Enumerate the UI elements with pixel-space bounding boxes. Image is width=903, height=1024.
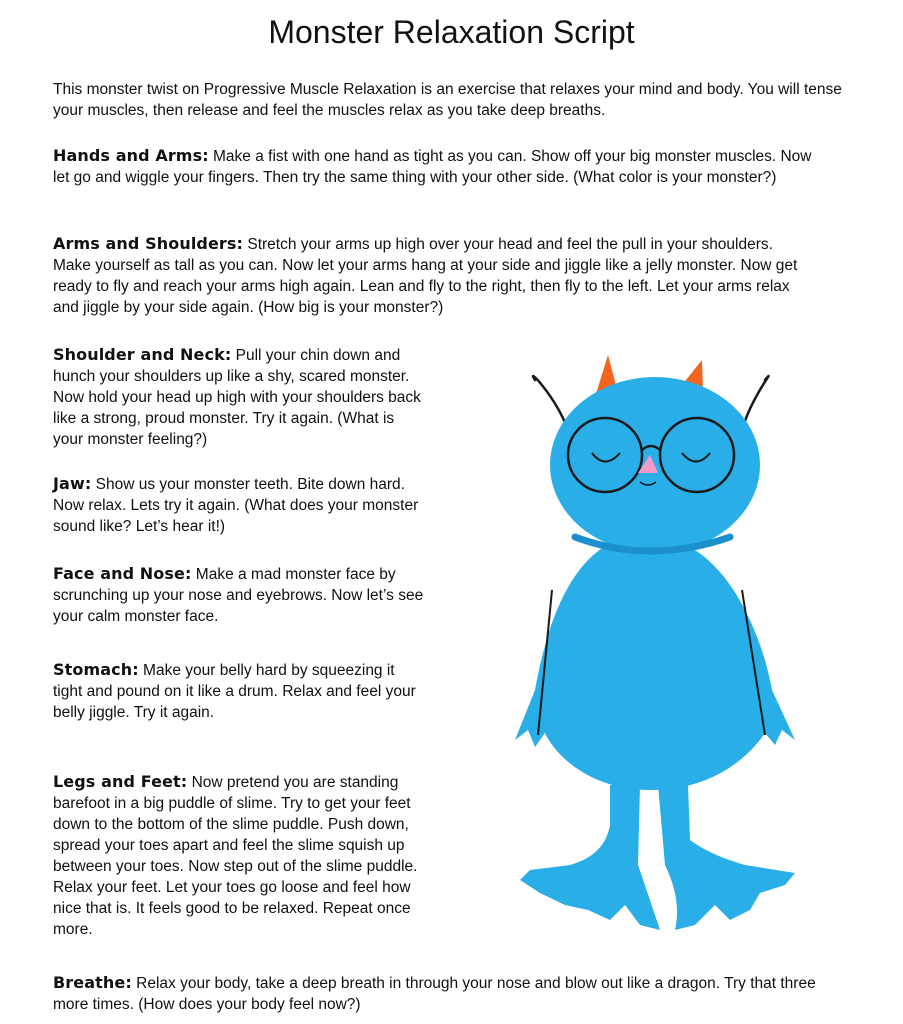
section-hands-and-arms: [53, 145, 813, 188]
section-face-and-nose: [53, 563, 428, 627]
leg-left: [520, 785, 660, 930]
section-heading: Hands and Arms:: [53, 146, 209, 165]
section-heading: Arms and Shoulders:: [53, 234, 244, 253]
section-heading: Shoulder and Neck:: [53, 345, 232, 364]
section-text: Make a fist with one hand as tight as you can. Show off your big monster muscles. Now let go and wiggle your fingers. Then try the same thing with your other side. (What color is your monster?): [53, 148, 812, 186]
monster-head: [550, 377, 760, 553]
monster-illustration: [460, 345, 860, 945]
section-arms-and-shoulders: [53, 233, 813, 318]
page-title: Monster Relaxation Script: [268, 14, 635, 50]
section-breathe: [53, 972, 843, 1015]
section-heading: Face and Nose:: [53, 564, 192, 583]
section-text: Relax your body, take a deep breath in through your nose and blow out like a dragon. Try that three more times. (How does your body feel now?): [53, 975, 816, 1013]
section-text: Now pretend you are standing barefoot in a big puddle of slime. Try to get your feet down to the bottom of the slime puddle. Push down, spread your toes apart and feel the slime squish up between your toes. Now step out of the slime puddle. Relax your feet. Let your toes go loose and feel how nice that is. It feels good to be relaxed. Repeat once more.: [53, 774, 418, 938]
section-legs-and-feet: [53, 771, 428, 940]
section-jaw: [53, 473, 428, 537]
intro-paragraph: This monster twist on Progressive Muscle Relaxation is an exercise that relaxes your mind and body. You will tense your muscles, then release and feel the muscles relax as you take deep breaths.: [53, 81, 842, 119]
section-heading: Stomach:: [53, 660, 139, 679]
section-heading: Jaw:: [53, 474, 92, 493]
section-text: Make your belly hard by squeezing it tight and pound on it like a drum. Relax and feel your belly jiggle. Try it again.: [53, 662, 416, 721]
section-shoulder-and-neck: [53, 344, 428, 450]
section-text: Make a mad monster face by scrunching up your nose and eyebrows. Now let’s see your calm monster face.: [53, 566, 424, 625]
antenna-left: [533, 376, 568, 430]
section-heading: Legs and Feet:: [53, 772, 188, 791]
leg-right: [658, 785, 795, 930]
section-text: Stretch your arms up high over your head and feel the pull in your shoulders. Make yourself as tall as you can. Now let your arms hang at your side and jiggle like a jelly monster. Now get ready to fly and reach your arms high again. Lean and fly to the right, then fly to the left. Let your arms relax and jiggle by your side again. (How big is your monster?): [53, 236, 798, 316]
section-text: Show us your monster teeth. Bite down hard. Now relax. Lets try it again. (What does your monster sound like? Let’s hear it!): [53, 476, 419, 535]
section-text: Pull your chin down and hunch your shoulders up like a shy, scared monster. Now hold your head up high with your shoulders back like a strong, proud monster. Try it again. (What is your monster feeling?): [53, 347, 421, 448]
section-stomach: [53, 659, 428, 723]
section-heading: Breathe:: [53, 973, 132, 992]
